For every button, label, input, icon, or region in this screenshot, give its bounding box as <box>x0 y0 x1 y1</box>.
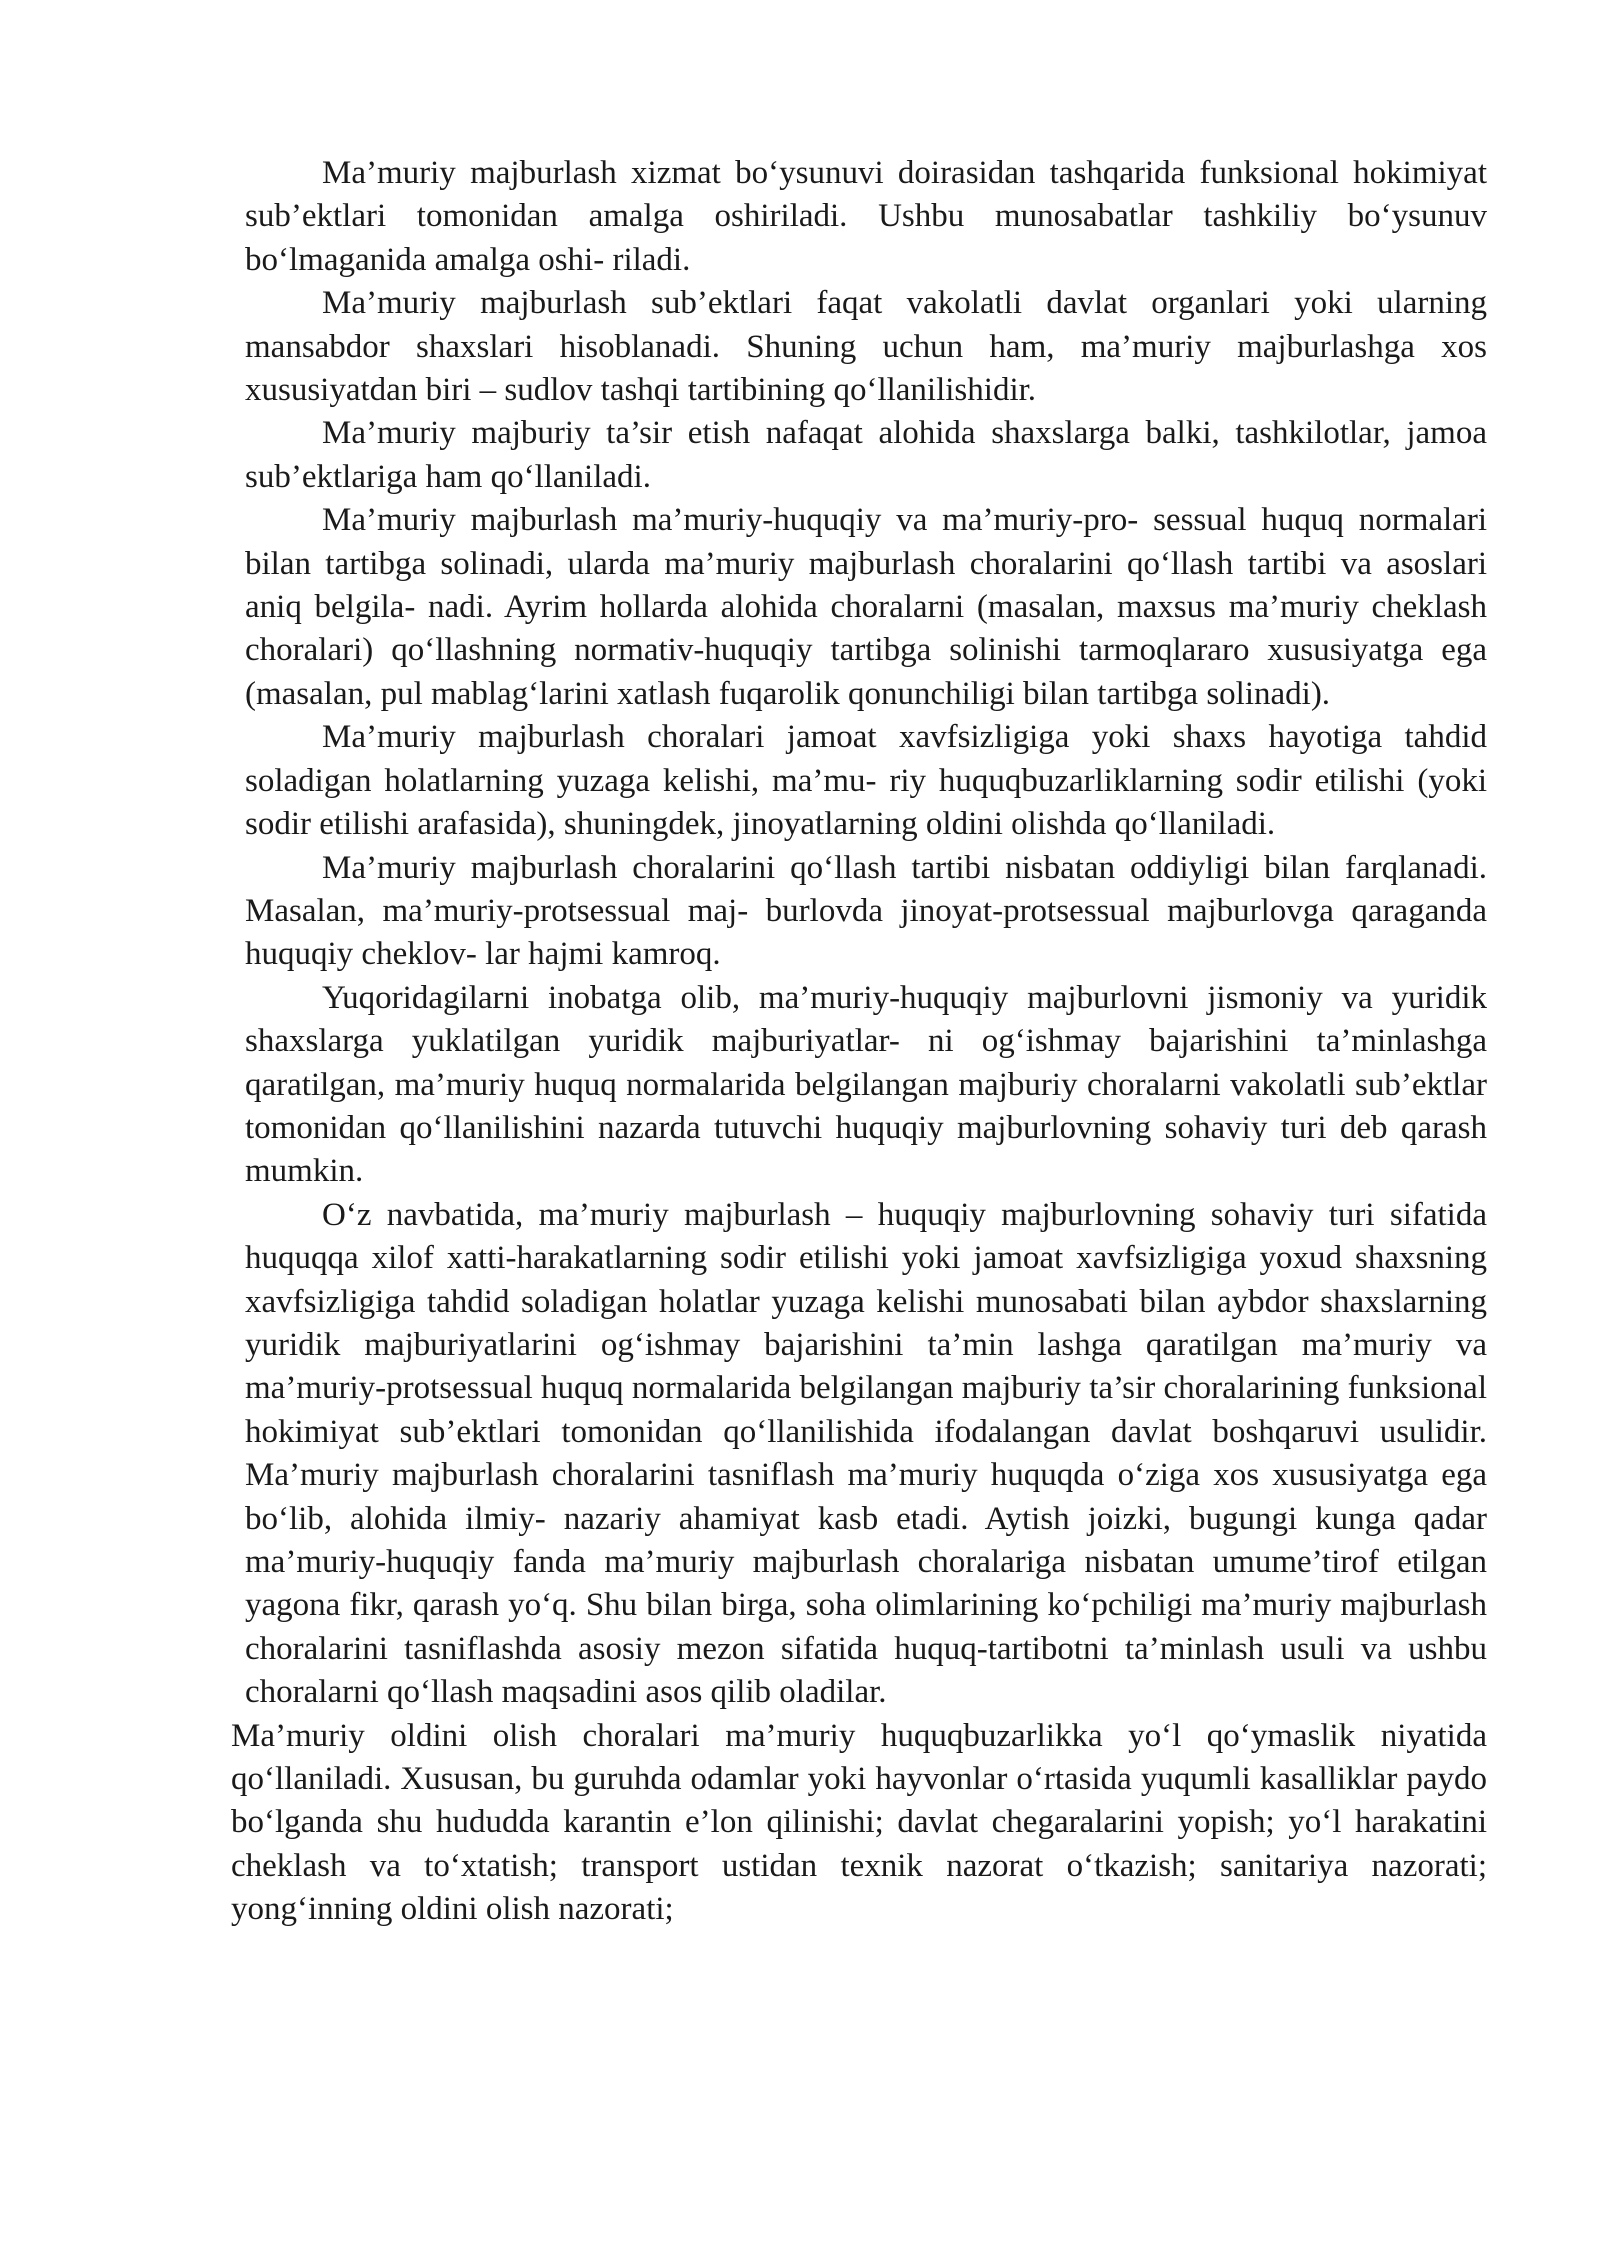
paragraph: Ma’muriy majburlash ma’muriy-huquqiy va ma’muriy-pro- sessual huquq normalari bilan tartibga solinadi, ularda ma’muriy majburlash choralarini qo‘llash tartibi va asoslari aniq belgila- nadi. Ayrim hollarda alohida choralarni (masalan, maxsus ma’muriy cheklash choralari) qo‘llashning normativ-huquqiy tartibga solinishi tarmoqlararo xususiyatga ega (masalan, pul mablag‘larini xatlash fuqarolik qonunchiligi bilan tartibga solinadi). <box>245 502 1487 712</box>
paragraph: Ma’muriy majburlash choralari jamoat xavfsizligiga yoki shaxs hayotiga tahdid soladigan holatlarning yuzaga kelishi, ma’mu- riy huquqbuzarliklarning sodir etilishi (yoki sodir etilishi arafasida), shuningdek, jinoyatlarning oldini olishda qo‘llaniladi. <box>245 719 1487 843</box>
paragraph: Ma’muriy oldini olish choralari ma’muriy huquqbuzarlikka yo‘l qo‘ymaslik niyatida qo‘llaniladi. Xususan, bu guruhda odamlar yoki hayvonlar o‘rtasida yuqumli kasalliklar paydo bo‘lganda shu hududda karantin e’lon qilinishi; davlat chegaralarini yopish; yo‘l harakatini cheklash va to‘xtatish; transport ustidan texnik nazorat o‘tkazish; sanitariya nazorati; yong‘inning oldini olish nazorati; <box>231 1717 1487 1928</box>
paragraph: Yuqoridagilarni inobatga olib, ma’muriy-huquqiy majburlovni jismoniy va yuridik shaxslarga yuklatilgan yuridik majburiyatlar- ni og‘ishmay bajarishini ta’minlashga qaratilgan, ma’muriy huquq normalarida belgilangan majburiy choralarni vakolatli sub’ektlar tomonidan qo‘llanilishini nazarda tutuvchi huquqiy majburlovning sohaviy turi deb qarash mumkin. <box>245 979 1487 1190</box>
paragraph: O‘z navbatida, ma’muriy majburlash – huquqiy majburlovning sohaviy turi sifatida huquqqa xilof xatti-harakatlarning sodir etilishi yoki jamoat xavfsizligiga yoxud shaxsning xavfsizligiga tahdid soladigan holatlar yuzaga kelishi munosabati bilan aybdor shaxslarning yuridik majburiyatlarini og‘ishmay bajarishini ta’min lashga qaratilgan ma’muriy va ma’muriy-protsessual huquq normalarida belgilangan majburiy ta’sir choralarining funksional hokimiyat sub’ektlari tomonidan qo‘llanilishida ifodalangan davlat boshqaruvi usulidir. Ma’muriy majburlash choralarini tasniflash ma’muriy huquqda o‘ziga xos xususiyatga ega bo‘lib, alohida ilmiy- nazariy ahamiyat kasb etadi. Aytish joizki, bugungi kunga qadar ma’muriy-huquqiy fanda ma’muriy majburlash choralariga nisbatan umume’tirof etilgan yagona fikr, qarash yo‘q. Shu bilan birga, soha olimlarining ko‘pchiligi ma’muriy majburlash choralarini tasniflashda asosiy mezon sifatida huquq-tartibotni ta’minlash usuli va ushbu choralarni qo‘llash maqsadini asos qilib oladilar. <box>245 1196 1487 1711</box>
document-body <box>231 152 1487 1932</box>
paragraph: Ma’muriy majburlash xizmat bo‘ysunuvi doirasidan tashqarida funksional hokimiyat sub’ektlari tomonidan amalga oshiriladi. Ushbu munosabatlar tashkiliy bo‘ysunuv bo‘lmaganida amalga oshi- riladi. <box>245 155 1487 278</box>
paragraph: Ma’muriy majburlash sub’ektlari faqat vakolatli davlat organlari yoki ularning mansabdor shaxslari hisoblanadi. Shuning uchun ham, ma’muriy majburlashga xos xususiyatdan biri – sudlov tashqi tartibining qo‘llanilishidir. <box>245 285 1487 409</box>
paragraph: Ma’muriy majburiy ta’sir etish nafaqat alohida shaxslarga balki, tashkilotlar, jamoa sub’ektlariga ham qo‘llaniladi. <box>245 415 1487 495</box>
paragraph: Ma’muriy majburlash choralarini qo‘llash tartibi nisbatan oddiyligi bilan farqlanadi. Masalan, ma’muriy-protsessual maj- burlovda jinoyat-protsessual majburlovga qaraganda huquqiy cheklov- lar hajmi kamroq. <box>245 849 1487 973</box>
